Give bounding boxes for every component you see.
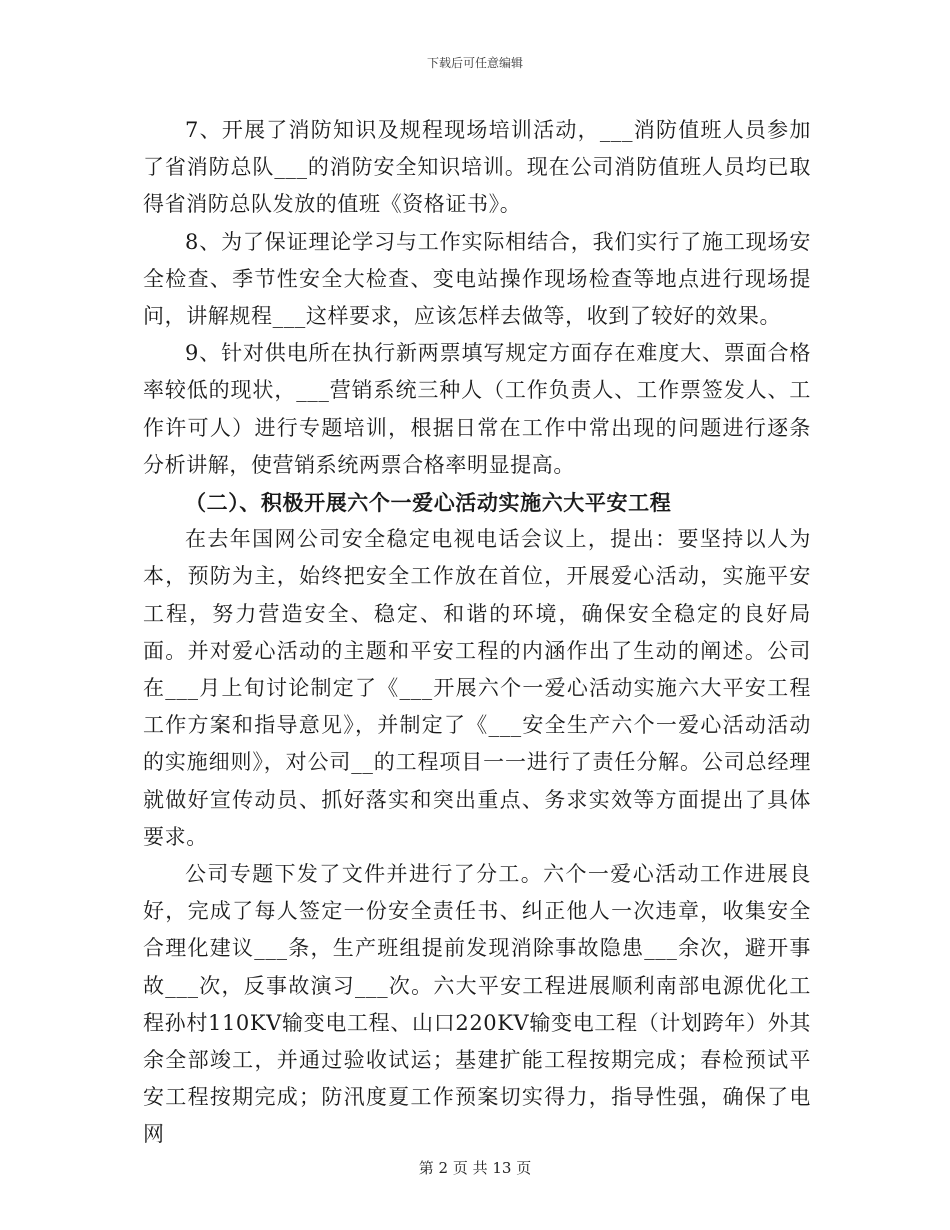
section-heading: （二）、积极开展六个一爱心活动实施六大平安工程	[185, 490, 672, 516]
document-body	[143, 112, 811, 1154]
page-number-footer: 第 2 页 共 13 页	[418, 1159, 532, 1177]
paragraph-item-9: 9、针对供电所在执行新两票填写规定方面存在难度大、票面合格率较低的现状，___营销系统三种人（工作负责人、工作票签发人、工作许可人）进行专题培训，根据日常在工作中常出现的问题进行逐条分析讲解，使营销系统两票合格率明显提高。	[143, 341, 811, 477]
paragraph-item-7: 7、开展了消防知识及规程现场培训活动，___消防值班人员参加了省消防总队___的消防安全知识培训。现在公司消防值班人员均已取得省消防总队发放的值班《资格证书》。	[143, 118, 811, 217]
page-header: 下载后可任意编辑	[426, 56, 523, 70]
paragraph-item-8: 8、为了保证理论学习与工作实际相结合，我们实行了施工现场安全检查、季节性安全大检查、变电站操作现场检查等地点进行现场提问，讲解规程___这样要求，应该怎样去做等，收到了较好的效果。	[143, 229, 811, 329]
section-paragraph: 在去年国网公司安全稳定电视电话会议上，提出：要坚持以人为本，预防为主，始终把安全工作放在首位，开展爱心活动，实施平安工程，努力营造安全、稳定、和谐的环境，确保安全稳定的良好局面。并对爱心活动的主题和平安工程的内涵作出了生动的阐述。公司在___月上旬讨论制定了《___开展六个一爱心活动实施六大平安工程工作方案和指导意见》，并制定了《___安全生产六个一爱心活动活动的实施细则》，对公司__的工程项目一一进行了责任分解。公司总经理就做好宣传动员、抓好落实和突出重点、务求实效等方面提出了具体要求。	[143, 527, 811, 849]
section-paragraph: 公司专题下发了文件并进行了分工。六个一爱心活动工作进展良好，完成了每人签定一份安全责任书、纠正他人一次违章，收集安全合理化建议___条，生产班组提前发现消除事故隐患___余次，避开事故___次，反事故演习___次。六大平安工程进展顺利南部电源优化工程孙村110KV输变电工程、山口220KV输变电工程（计划跨年）外其余全部竣工，并通过验收试运；基建扩能工程按期完成；春检预试平安工程按期完成；防汛度夏工作预案切实得力，指导性强，确保了电网	[143, 862, 811, 1147]
